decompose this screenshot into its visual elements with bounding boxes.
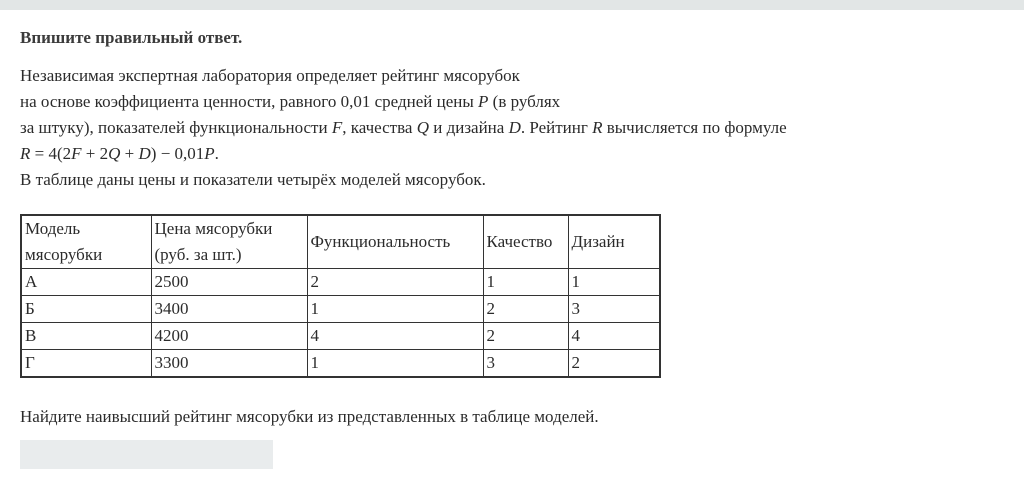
cell-model: Г: [21, 350, 151, 378]
problem-statement: [20, 63, 1004, 193]
cell-functionality: 2: [307, 269, 483, 296]
header-model: Модель мясорубки: [21, 215, 151, 269]
task-heading: Впишите правильный ответ.: [20, 28, 243, 47]
cell-model: В: [21, 323, 151, 350]
cell-design: 1: [568, 269, 660, 296]
table-row: [21, 296, 660, 323]
cell-price: 3400: [151, 296, 307, 323]
problem-line: за штуку), показателей функциональности F, качества Q и дизайна D. Рейтинг R вычисляется по формуле: [20, 118, 787, 137]
cell-price: 2500: [151, 269, 307, 296]
cell-functionality: 1: [307, 296, 483, 323]
cell-design: 2: [568, 350, 660, 378]
cell-model: Б: [21, 296, 151, 323]
cell-quality: 2: [483, 323, 568, 350]
header-price: Цена мясорубки (руб. за шт.): [151, 215, 307, 269]
cell-quality: 1: [483, 269, 568, 296]
problem-line: В таблице даны цены и показатели четырёх моделей мясорубок.: [20, 170, 486, 189]
formula-line: R = 4(2F + 2Q + D) − 0,01P.: [20, 144, 219, 163]
table-row: [21, 269, 660, 296]
question-text: Найдите наивысший рейтинг мясорубки из представленных в таблице моделей.: [20, 407, 599, 426]
cell-price: 4200: [151, 323, 307, 350]
problem-line: на основе коэффициента ценности, равного 0,01 средней цены P (в рублях: [20, 92, 561, 111]
header-design: Дизайн: [568, 215, 660, 269]
task-content: [0, 10, 1024, 469]
cell-design: 3: [568, 296, 660, 323]
cell-functionality: 4: [307, 323, 483, 350]
cell-design: 4: [568, 323, 660, 350]
models-table: [20, 214, 661, 378]
cell-quality: 2: [483, 296, 568, 323]
cell-functionality: 1: [307, 350, 483, 378]
table-row: [21, 323, 660, 350]
table-row: [21, 350, 660, 378]
cell-price: 3300: [151, 350, 307, 378]
header-functionality: Функциональность: [307, 215, 483, 269]
top-bar: [0, 0, 1024, 10]
cell-quality: 3: [483, 350, 568, 378]
problem-line: Независимая экспертная лаборатория определяет рейтинг мясорубок: [20, 66, 520, 85]
answer-input[interactable]: [20, 440, 273, 469]
header-quality: Качество: [483, 215, 568, 269]
cell-model: А: [21, 269, 151, 296]
table-header-row: [21, 215, 660, 269]
